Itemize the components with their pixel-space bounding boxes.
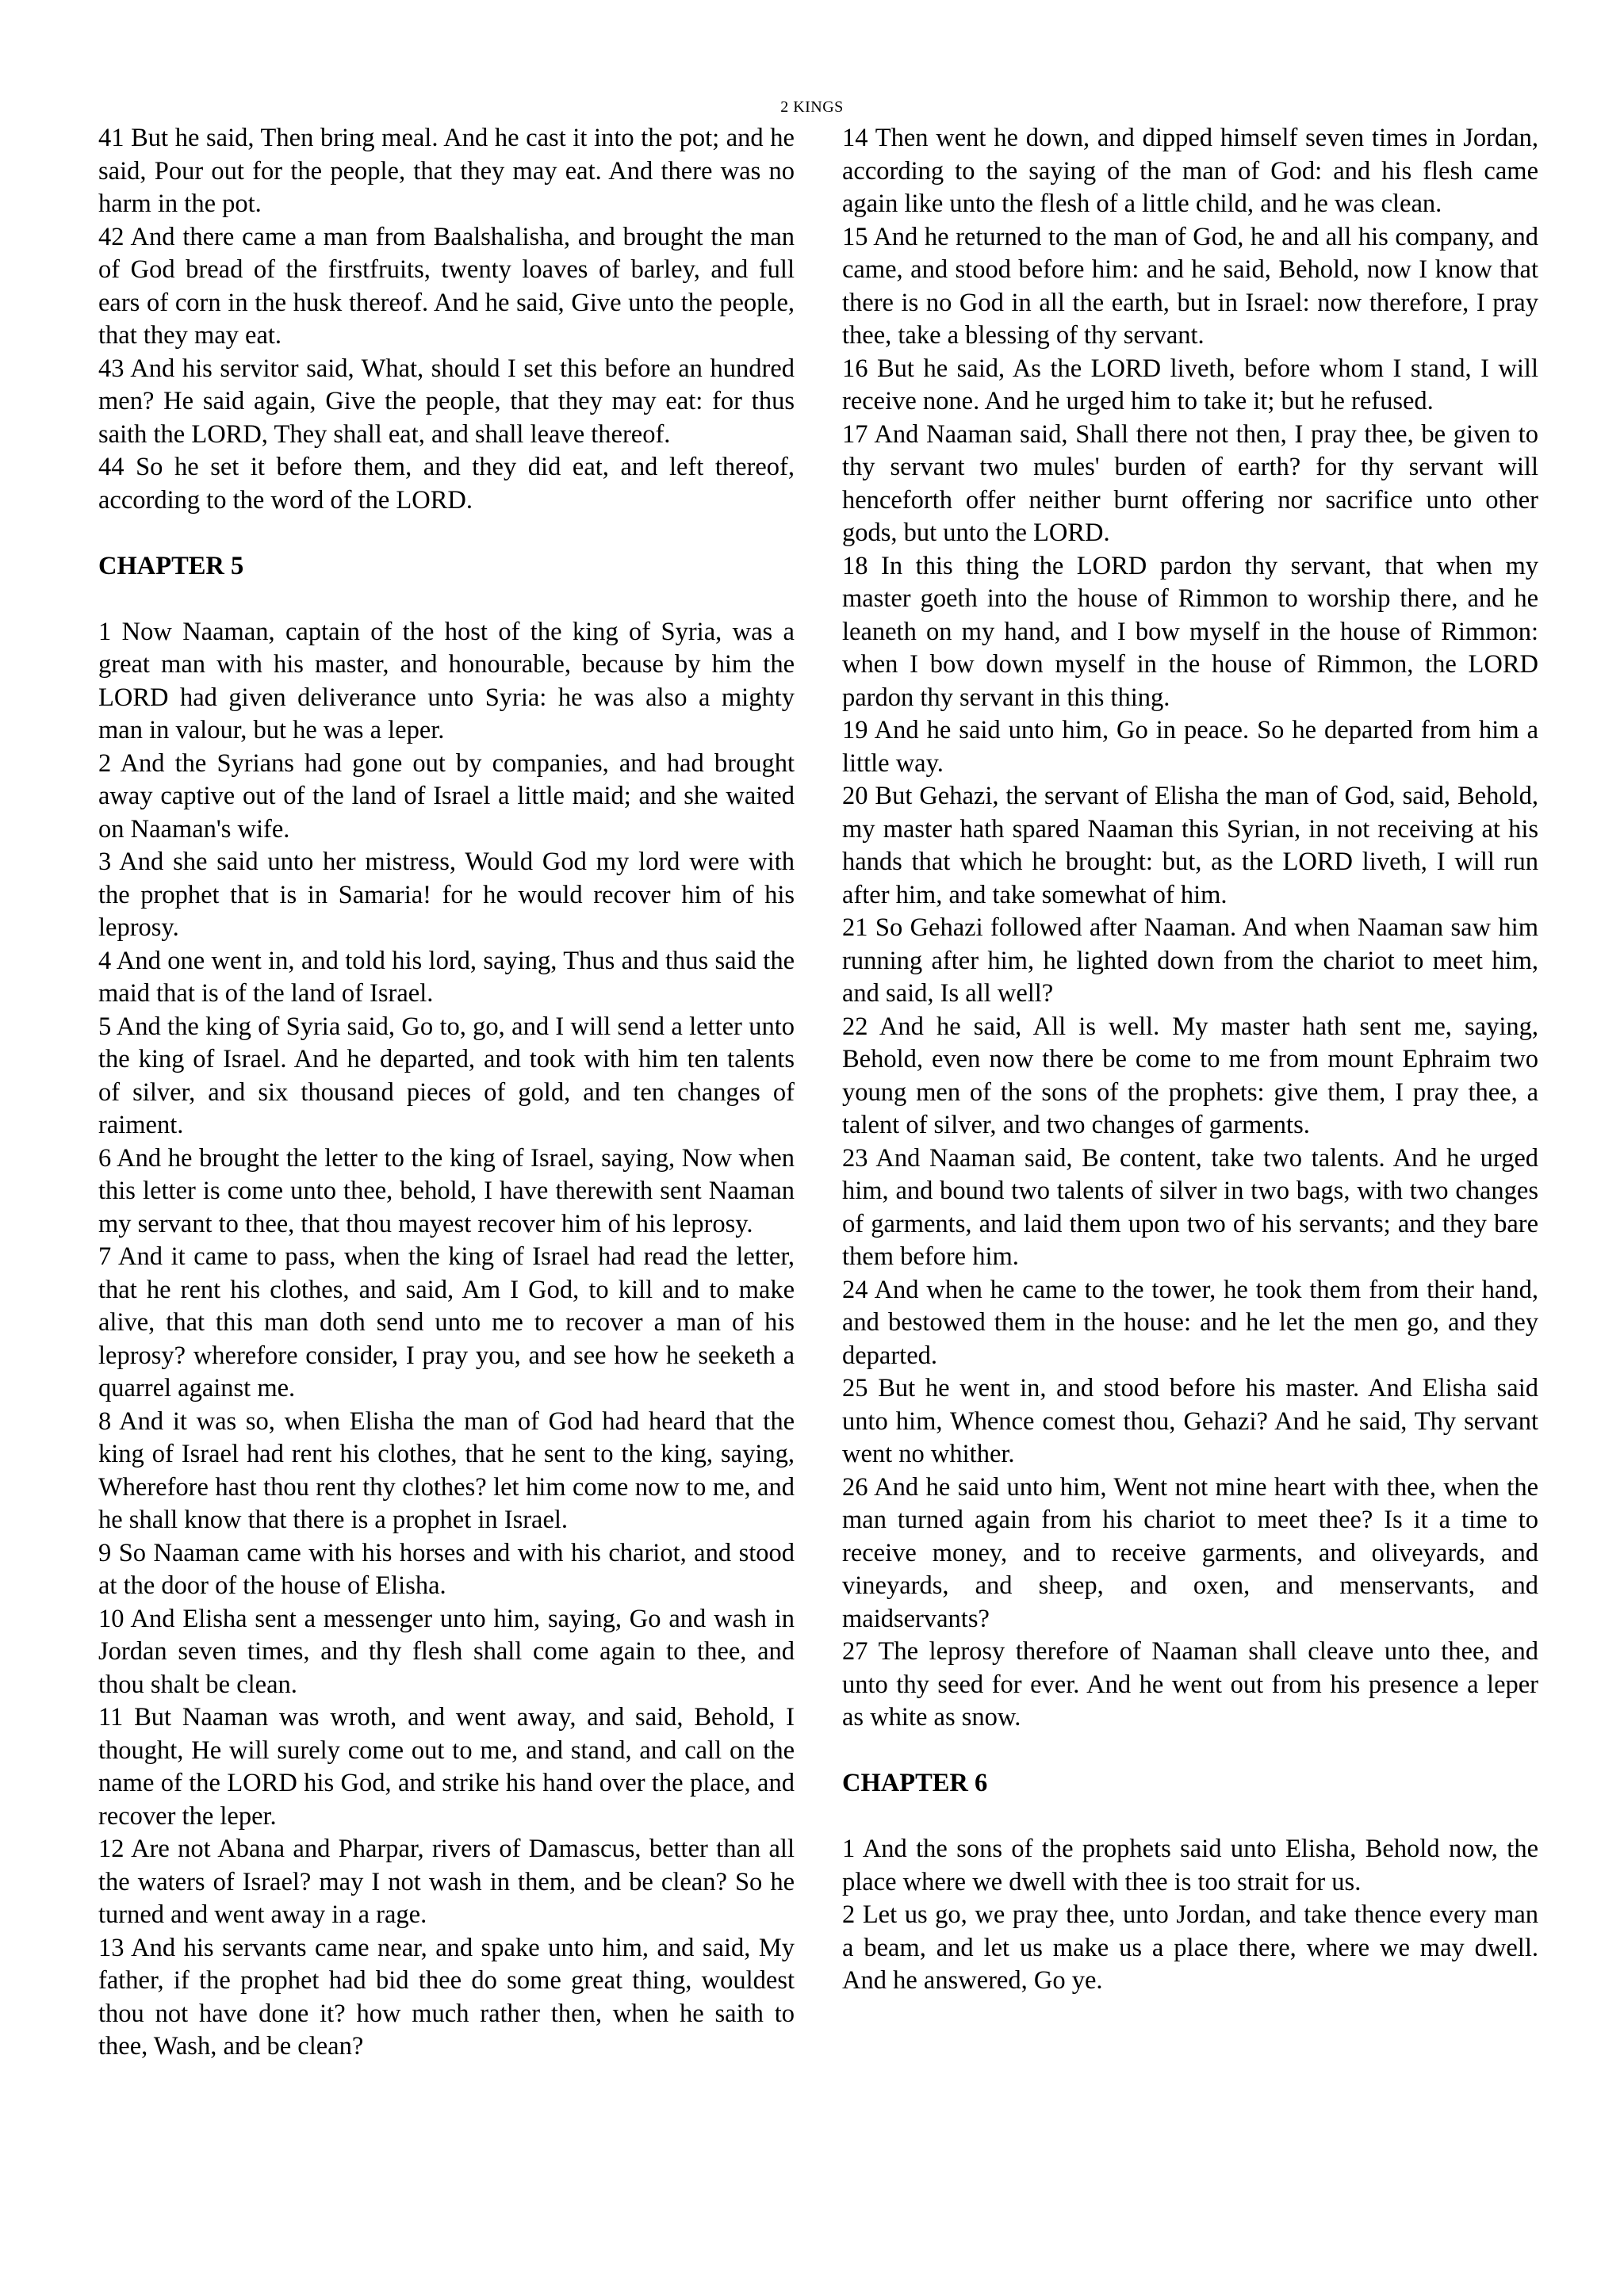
verse-2kings-5-18: 18 In this thing the LORD pardon thy servant, that when my master goeth into the house of Rimmon to worship there, and he leaneth on my hand, and I bow myself in the house of Rimmon: when I bow down myself in the house of Rimmon, the LORD pardon thy servant in this thing. — [842, 551, 1538, 712]
verse-2kings-5-25: 25 But he went in, and stood before his master. And Elisha said unto him, Whence comest thou, Gehazi? And he said, Thy servant went no whither. — [842, 1374, 1538, 1468]
verse-2kings-5-10: 10 And Elisha sent a messenger unto him, saying, Go and wash in Jordan seven times, and thy flesh shall come again to thee, and thou shalt be clean. — [98, 1604, 795, 1699]
verse-2kings-5-27: 27 The leprosy therefore of Naaman shall cleave unto thee, and unto thy seed for ever. And he went out from his presence a leper as white as snow. — [842, 1637, 1538, 1732]
right-column — [842, 122, 1538, 1998]
chapter-5-heading: CHAPTER 5 — [98, 551, 244, 580]
verse-2kings-5-11: 11 But Naaman was wroth, and went away, and said, Behold, I thought, He will surely come out to me, and stand, and call on the name of the LORD his God, and strike his hand over the place, and recover the leper. — [98, 1703, 795, 1831]
verse-2kings-5-7: 7 And it came to pass, when the king of Israel had read the letter, that he rent his clothes, and said, Am I God, to kill and to make alive, that this man doth send unto me to recover a man of his leprosy? wherefore consider, I pray you, and see how he seeketh a quarrel against me. — [98, 1242, 795, 1402]
verse-2kings-4-44: 44 So he set it before them, and they did eat, and left thereof, according to the word of the LORD. — [98, 453, 795, 515]
verse-2kings-5-23: 23 And Naaman said, Be content, take two talents. And he urged him, and bound two talents of silver in two bags, with two changes of garments, and laid them upon two of his servants; and they bare them before him. — [842, 1143, 1538, 1271]
chapter-6-heading: CHAPTER 6 — [842, 1769, 988, 1797]
verse-2kings-5-20: 20 But Gehazi, the servant of Elisha the man of God, said, Behold, my master hath spared Naaman this Syrian, in not receiving at his hands that which he brought: but, as the LORD liveth, I will run after him, and take somewhat of him. — [842, 782, 1538, 909]
verse-2kings-5-19: 19 And he said unto him, Go in peace. So he departed from him a little way. — [842, 716, 1538, 778]
verse-2kings-5-2: 2 And the Syrians had gone out by companies, and had brought away captive out of the land of Israel a little maid; and she waited on Naaman's wife. — [98, 748, 795, 844]
verse-2kings-5-8: 8 And it was so, when Elisha the man of God had heard that the king of Israel had rent his clothes, that he sent to the king, saying, Wherefore hast thou rent thy clothes? let him come now to me, and he shall know that there is a prophet in Israel. — [98, 1406, 795, 1534]
verse-2kings-4-43: 43 And his servitor said, What, should I set this before an hundred men? He said again, Give the people, that they may eat: for thus saith the LORD, They shall eat, and shall leave thereof. — [98, 354, 795, 449]
verse-2kings-5-6: 6 And he brought the letter to the king of Israel, saying, Now when this letter is come unto thee, behold, I have therewith sent Naaman my servant to thee, that thou mayest recover him of his leprosy. — [98, 1143, 795, 1238]
verse-2kings-5-21: 21 So Gehazi followed after Naaman. And when Naaman saw him running after him, he lighted down from the chariot to meet him, and said, Is all well? — [842, 913, 1538, 1008]
verse-2kings-5-17: 17 And Naaman said, Shall there not then, I pray thee, be given to thy servant two mules' burden of earth? for thy servant will henceforth offer neither burnt offering nor sacrifice unto other gods, but unto the LORD. — [842, 419, 1538, 547]
verse-2kings-5-13: 13 And his servants came near, and spake unto him, and said, My father, if the prophet had bid thee do some great thing, wouldest thou not have done it? how much rather then, when he saith to thee, Wash, and be clean? — [98, 1933, 795, 2061]
verse-2kings-5-24: 24 And when he came to the tower, he took them from their hand, and bestowed them in the house: and he let the men go, and they departed. — [842, 1275, 1538, 1370]
verse-2kings-5-22: 22 And he said, All is well. My master hath sent me, saying, Behold, even now there be come to me from mount Ephraim two young men of the sons of the prophets: give them, I pray thee, a talent of silver, and two changes of garments. — [842, 1012, 1538, 1139]
verse-2kings-5-4: 4 And one went in, and told his lord, saying, Thus and thus said the maid that is of the land of Israel. — [98, 946, 795, 1008]
verse-2kings-5-15: 15 And he returned to the man of God, he and all his company, and came, and stood before him: and he said, Behold, now I know that there is no God in all the earth, but in Israel: now therefore, I pray thee, take a blessing of thy servant. — [842, 222, 1538, 350]
left-column — [98, 122, 795, 2064]
verse-2kings-5-1: 1 Now Naaman, captain of the host of the king of Syria, was a great man with his master, and honourable, because by him the LORD had given deliverance unto Syria: he was also a mighty man in valour, but he was a leper. — [98, 617, 795, 744]
verse-2kings-5-9: 9 So Naaman came with his horses and with his chariot, and stood at the door of the house of Elisha. — [98, 1538, 795, 1600]
verse-2kings-5-26: 26 And he said unto him, Went not mine heart with thee, when the man turned again from his chariot to meet thee? Is it a time to receive money, and to receive garments, and oliveyards, and vineyards, and sheep, and oxen, and menservants, and maidservants? — [842, 1472, 1538, 1633]
verse-2kings-4-41: 41 But he said, Then bring meal. And he cast it into the pot; and he said, Pour out for the people, that they may eat. And there was no harm in the pot. — [98, 124, 795, 218]
verse-2kings-5-16: 16 But he said, As the LORD liveth, before whom I stand, I will receive none. And he urged him to take it; but he refused. — [842, 354, 1538, 415]
verse-2kings-5-3: 3 And she said unto her mistress, Would God my lord were with the prophet that is in Samaria! for he would recover him of his leprosy. — [98, 848, 795, 942]
verse-2kings-5-12: 12 Are not Abana and Pharpar, rivers of Damascus, better than all the waters of Israel? may I not wash in them, and be clean? So he turned and went away in a rage. — [98, 1835, 795, 1929]
verse-2kings-6-2: 2 Let us go, we pray thee, unto Jordan, and take thence every man a beam, and let us make us a place there, where we may dwell. And he answered, Go ye. — [842, 1900, 1538, 1995]
verse-2kings-5-5: 5 And the king of Syria said, Go to, go, and I will send a letter unto the king of Israel. And he departed, and took with him ten talents of silver, and six thousand pieces of gold, and ten changes of raiment. — [98, 1012, 795, 1139]
running-head: 2 KINGS — [780, 98, 844, 116]
verse-2kings-4-42: 42 And there came a man from Baalshalisha, and brought the man of God bread of the firstfruits, twenty loaves of barley, and full ears of corn in the husk thereof. And he said, Give unto the people, that they may eat. — [98, 222, 795, 350]
verse-2kings-6-1: 1 And the sons of the prophets said unto Elisha, Behold now, the place where we dwell with thee is too strait for us. — [842, 1835, 1538, 1896]
verse-2kings-5-14: 14 Then went he down, and dipped himself seven times in Jordan, according to the saying of the man of God: and his flesh came again like unto the flesh of a little child, and he was clean. — [842, 124, 1538, 218]
